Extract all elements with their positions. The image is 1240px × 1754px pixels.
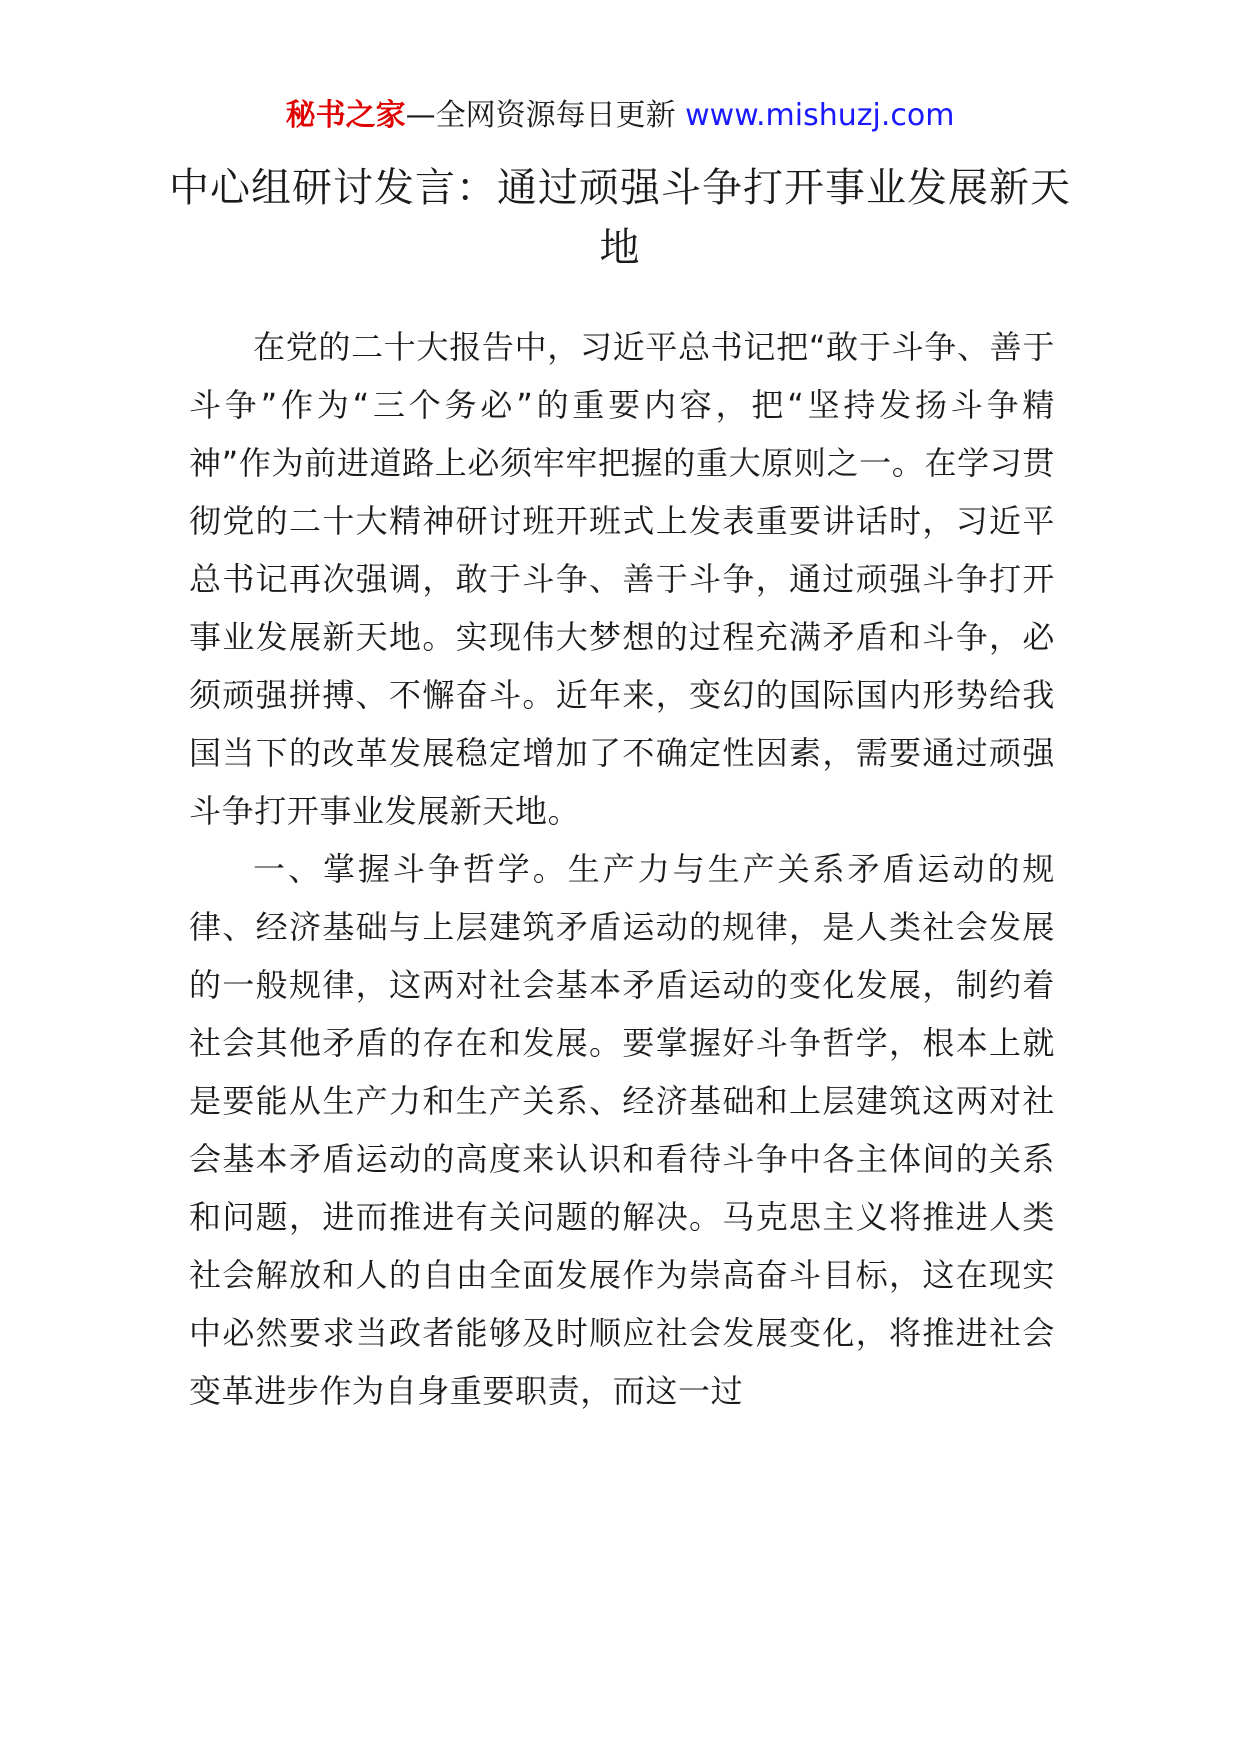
paragraph-intro: 在党的二十大报告中，习近平总书记把“敢于斗争、善于斗争”作为“三个务必”的重要内容，把“坚持发扬斗争精神”作为前进道路上必须牢牢把握的重大原则之一。在学习贯彻党的二十大精神研讨班开班式上发表重要讲话时，习近平总书记再次强调，敢于斗争、善于斗争，通过顽强斗争打开事业发展新天地。实现伟大梦想的过程充满矛盾和斗争，必须顽强拼搏、不懈奋斗。近年来，变幻的国际国内形势给我国当下的改革发展稳定增加了不确定性因素，需要通过顽强斗争打开事业发展新天地。: [189, 328, 1055, 830]
paragraph-section-1: 一、掌握斗争哲学。生产力与生产关系矛盾运动的规律、经济基础与上层建筑矛盾运动的规律，是人类社会发展的一般规律，这两对社会基本矛盾运动的变化发展，制约着社会其他矛盾的存在和发展。要掌握好斗争哲学，根本上就是要能从生产力和生产关系、经济基础和上层建筑这两对社会基本矛盾运动的高度来认识和看待斗争中各主体间的关系和问题，进而推进有关问题的解决。马克思主义将推进人类社会解放和人的自由全面发展作为崇高奋斗目标，这在现实中必然要求当政者能够及时顺应社会发展变化，将推进社会变革进步作为自身重要职责，而这一过: [189, 850, 1055, 1410]
site-url-link[interactable]: www.mishuzj.com: [685, 98, 955, 133]
site-name: 秘书之家: [285, 98, 406, 133]
document-title: 中心组研讨发言：通过顽强斗争打开事业发展新天地: [169, 165, 1071, 271]
document-body: [189, 318, 1055, 1420]
site-header: [0, 96, 1240, 136]
site-slogan: —全网资源每日更新: [405, 98, 686, 133]
